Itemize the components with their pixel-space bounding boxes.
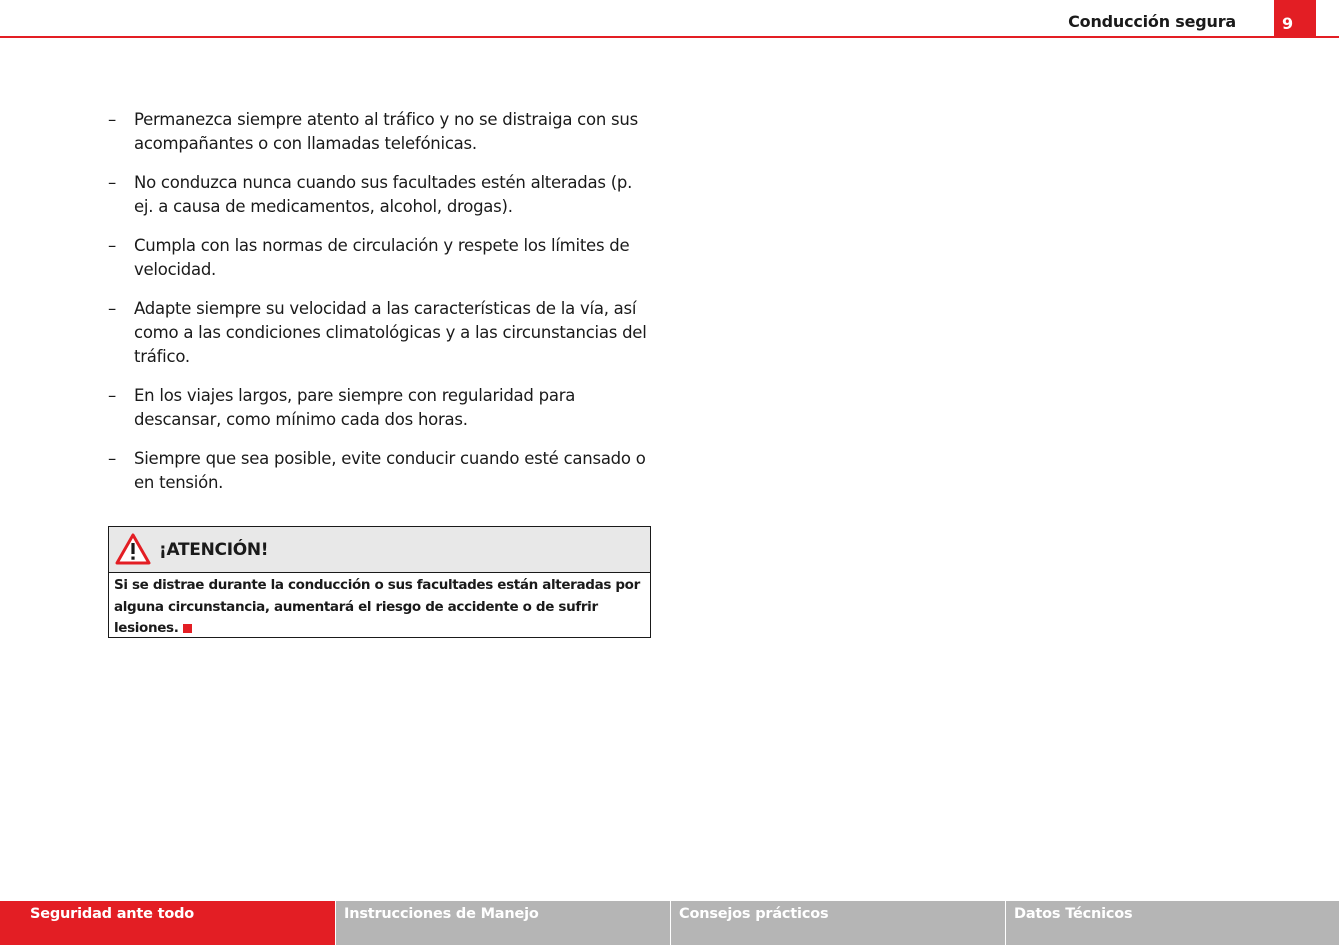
list-item-text: Adapte siempre su velocidad a las características de la vía, así como a las condiciones climatológicas y a las circunstancias del tráfico. [134,299,647,366]
list-dash: – [108,449,116,468]
footer-nav [0,901,1339,945]
warning-box [108,526,651,638]
tab-datos[interactable]: Datos Técnicos [1006,901,1339,945]
page-number: 9 [1274,0,1316,38]
list-item-text: En los viajes largos, pare siempre con regularidad para descansar, como mínimo cada dos horas. [134,386,576,429]
warning-triangle-icon [115,533,151,565]
warning-title: ¡ATENCIÓN! [159,540,269,560]
list-item [108,384,653,432]
tab-seguridad[interactable]: Seguridad ante todo [0,901,335,945]
list-item [108,171,653,219]
tab-instrucciones[interactable]: Instrucciones de Manejo [336,901,670,945]
list-item [108,447,653,495]
end-of-section-icon [183,624,192,633]
list-dash: – [108,386,116,405]
list-item-text: No conduzca nunca cuando sus facultades estén alteradas (p. ej. a causa de medicamentos, alcohol, drogas). [134,173,633,216]
tab-consejos[interactable]: Consejos prácticos [671,901,1005,945]
safety-list [108,108,653,510]
list-item-text: Permanezca siempre atento al tráfico y no se distraiga con sus acompañantes o con llamadas telefónicas. [134,110,638,153]
page-title: Conducción segura [1068,12,1236,31]
header-rule [0,36,1339,38]
list-dash: – [108,173,116,192]
list-item-text: Siempre que sea posible, evite conducir cuando esté cansado o en tensión. [134,449,646,492]
list-dash: – [108,299,116,318]
list-dash: – [108,110,116,129]
list-dash: – [108,236,116,255]
list-item [108,297,653,369]
list-item [108,108,653,156]
warning-text: Si se distrae durante la conducción o sus facultades están alteradas por alguna circunstancia, aumentará el riesgo de accidente o de sufrir lesiones. [114,577,640,636]
list-item [108,234,653,282]
warning-body [109,573,650,640]
list-item-text: Cumpla con las normas de circulación y respete los límites de velocidad. [134,236,630,279]
warning-header [109,527,650,573]
